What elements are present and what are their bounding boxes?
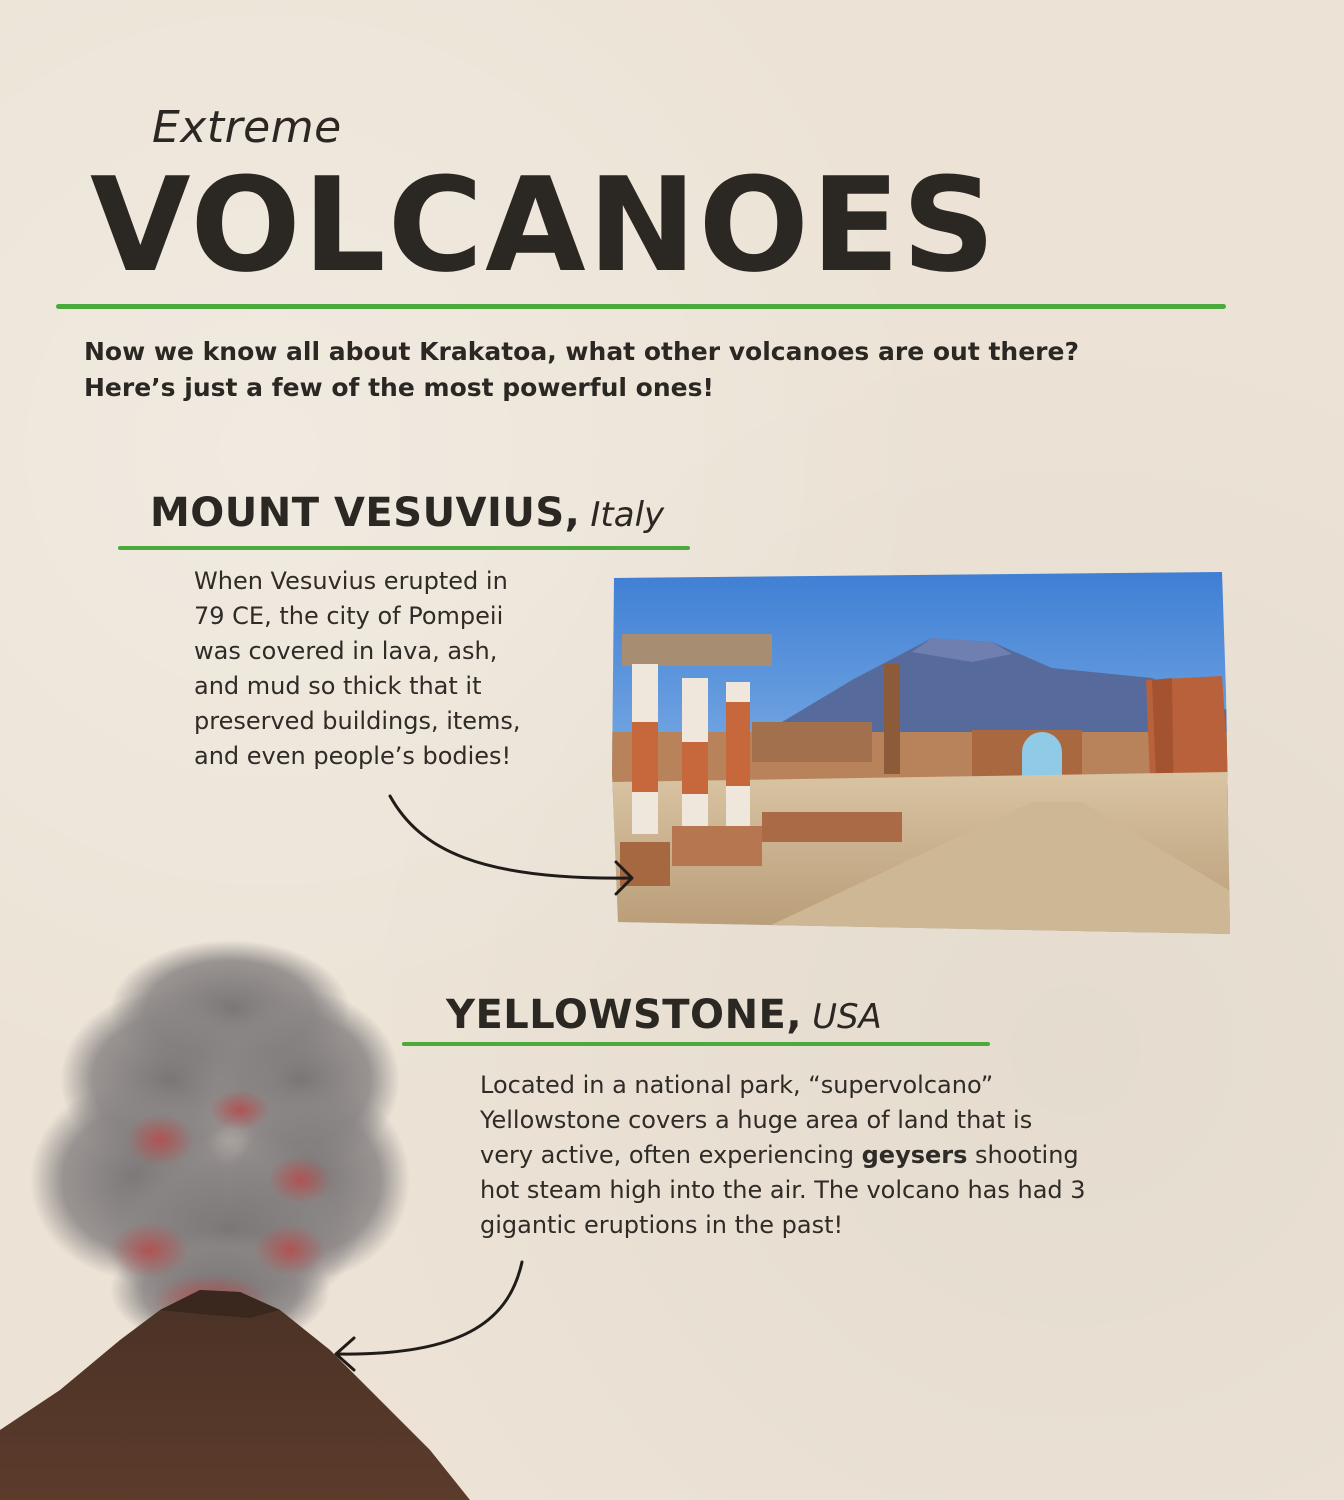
vesuvius-name: MOUNT VESUVIUS, bbox=[150, 490, 581, 536]
intro-line-2: Here’s just a few of the most powerful ones! bbox=[84, 373, 714, 402]
title-underline bbox=[56, 304, 1226, 309]
vesuvius-place: Italy bbox=[590, 495, 665, 535]
page-title: VOLCANOES bbox=[90, 149, 998, 301]
yellowstone-name: YELLOWSTONE, bbox=[446, 992, 803, 1038]
vesuvius-line: was covered in lava, ash, bbox=[194, 637, 498, 665]
yellowstone-underline bbox=[402, 1042, 990, 1046]
vesuvius-arrow bbox=[380, 790, 650, 900]
pompeii-photo bbox=[612, 572, 1232, 934]
vesuvius-heading bbox=[150, 490, 664, 536]
yellowstone-place: USA bbox=[812, 997, 882, 1037]
vesuvius-line: When Vesuvius erupted in bbox=[194, 567, 508, 595]
yellowstone-line bbox=[480, 1138, 1240, 1173]
vesuvius-line: and even people’s bodies! bbox=[194, 742, 512, 770]
yellowstone-heading bbox=[446, 992, 882, 1038]
vesuvius-line: and mud so thick that it bbox=[194, 672, 482, 700]
geysers-term: geysers bbox=[861, 1141, 968, 1169]
title-kicker: Extreme bbox=[152, 102, 342, 153]
vesuvius-line: preserved buildings, items, bbox=[194, 707, 521, 735]
yellowstone-text: very active, often experiencing bbox=[480, 1141, 862, 1169]
intro-text bbox=[84, 334, 1234, 406]
vesuvius-description bbox=[194, 564, 594, 774]
yellowstone-line: Located in a national park, “supervolcano” bbox=[480, 1071, 994, 1099]
yellowstone-line: hot steam high into the air. The volcano has had 3 bbox=[480, 1176, 1086, 1204]
intro-line-1: Now we know all about Krakatoa, what other volcanoes are out there? bbox=[84, 337, 1079, 366]
yellowstone-line: Yellowstone covers a huge area of land that is bbox=[480, 1106, 1033, 1134]
yellowstone-line: gigantic eruptions in the past! bbox=[480, 1211, 844, 1239]
volcano-illustration bbox=[0, 930, 470, 1500]
vesuvius-underline bbox=[118, 546, 690, 550]
vesuvius-line: 79 CE, the city of Pompeii bbox=[194, 602, 504, 630]
yellowstone-description bbox=[480, 1068, 1240, 1243]
yellowstone-text: shooting bbox=[967, 1141, 1079, 1169]
